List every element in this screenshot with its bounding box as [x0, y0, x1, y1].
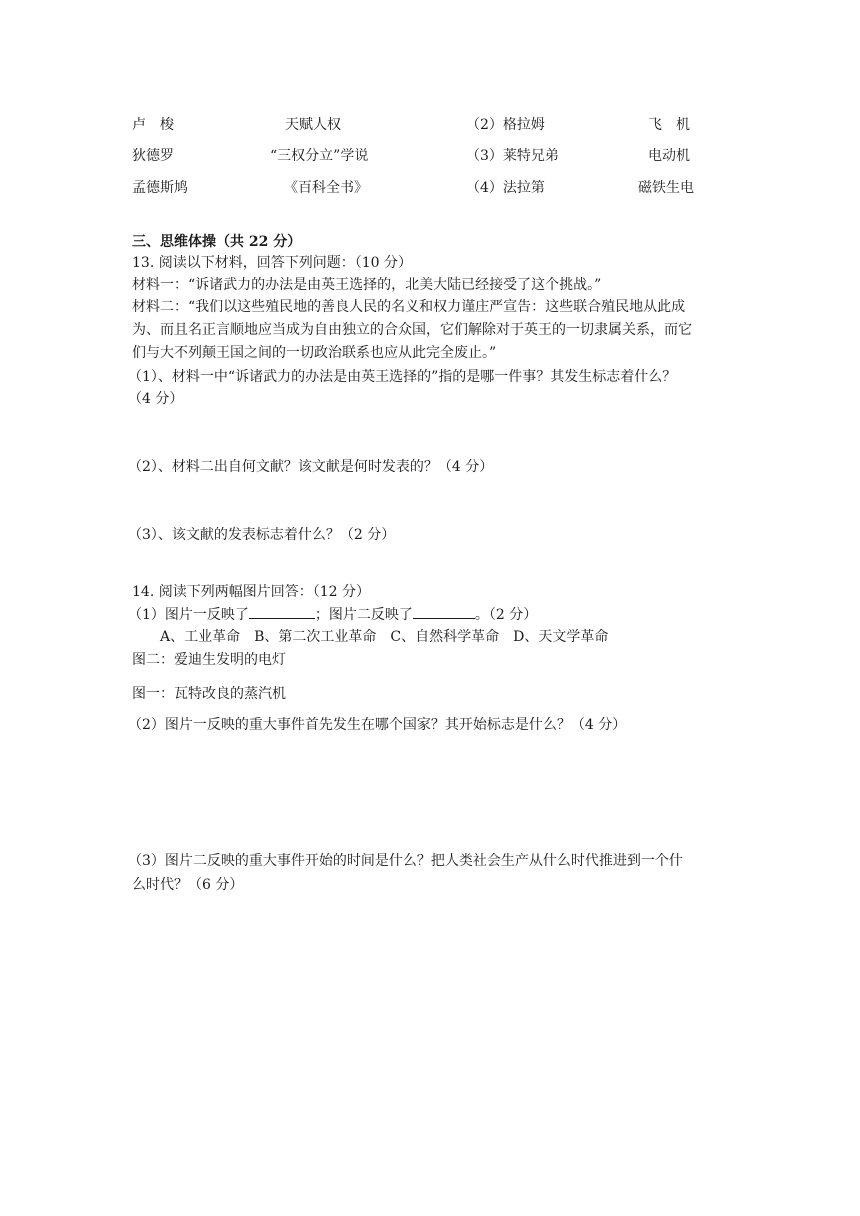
match-cell: （2）格拉姆	[466, 117, 545, 133]
q13-material2-line3: 们与大不列颠王国之间的一切政治联系也应从此完全废止。”	[132, 345, 497, 361]
q14-sub1	[128, 604, 537, 624]
match-cell: （4）法拉第	[466, 180, 545, 196]
q13-sub1-line2: （4 分）	[128, 391, 184, 407]
match-cell: “三权分立”学说	[270, 148, 369, 164]
q13-material1: 材料一：“诉诸武力的办法是由英王选择的，北美大陆已经接受了这个挑战。”	[132, 277, 602, 293]
match-cell: （3）莱特兄弟	[466, 148, 559, 164]
q14-sub1-text: （1）图片一反映了	[128, 607, 249, 623]
q13-material2-line1: 材料二：“我们以这些殖民地的善良人民的名义和权力谨庄严宣告：这些联合殖民地从此成	[132, 299, 686, 315]
answer-blank	[249, 604, 315, 619]
q14-sub1-text: 。（2 分）	[474, 607, 538, 623]
match-cell: 天赋人权	[285, 117, 341, 133]
q13-sub1-line1: （1）、材料一中“诉诸武力的办法是由英王选择的”指的是哪一件事？其发生标志着什么？	[128, 369, 677, 385]
q14-sub2: （2）图片一反映的重大事件首先发生在哪个国家？其开始标志是什么？（4 分）	[128, 717, 627, 733]
match-cell: 飞 机	[648, 117, 690, 133]
match-cell: 《百科全书》	[284, 180, 368, 196]
q14-sub1-text: ；图片二反映了	[314, 607, 413, 623]
q13-sub3: （3）、该文献的发表标志着什么？（2 分）	[128, 527, 396, 543]
figure2-caption: 图二：爱迪生发明的电灯	[132, 652, 286, 668]
figure1-caption: 图一：瓦特改良的蒸汽机	[132, 686, 286, 702]
match-cell: 狄德罗	[132, 148, 174, 164]
q14-sub3-line1: （3）图片二反映的重大事件开始的时间是什么？把人类社会生产从什么时代推进到一个什	[128, 853, 683, 869]
match-cell: 电动机	[648, 148, 690, 164]
q14-sub3-line2: 么时代？（6 分）	[132, 877, 244, 893]
section-heading: 三、思维体操（共 22 分）	[132, 234, 302, 250]
q13-material2-line2: 为、而且名正言顺地应当成为自由独立的合众国，它们解除对于英王的一切隶属关系，而它	[132, 322, 692, 338]
q13-sub2: （2）、材料二出自何文献？该文献是何时发表的？（4 分）	[128, 459, 494, 475]
q13-title: 13. 阅读以下材料，回答下列问题：（10 分）	[132, 255, 412, 271]
match-cell: 卢 梭	[132, 117, 174, 133]
match-cell: 孟德斯鸠	[132, 180, 188, 196]
q14-title: 14. 阅读下列两幅图片回答：（12 分）	[132, 584, 370, 600]
answer-blank	[413, 604, 475, 619]
match-cell: 磁铁生电	[638, 180, 694, 196]
q14-options: A、工业革命 B、第二次工业革命 C、自然科学革命 D、天文学革命	[160, 629, 609, 645]
